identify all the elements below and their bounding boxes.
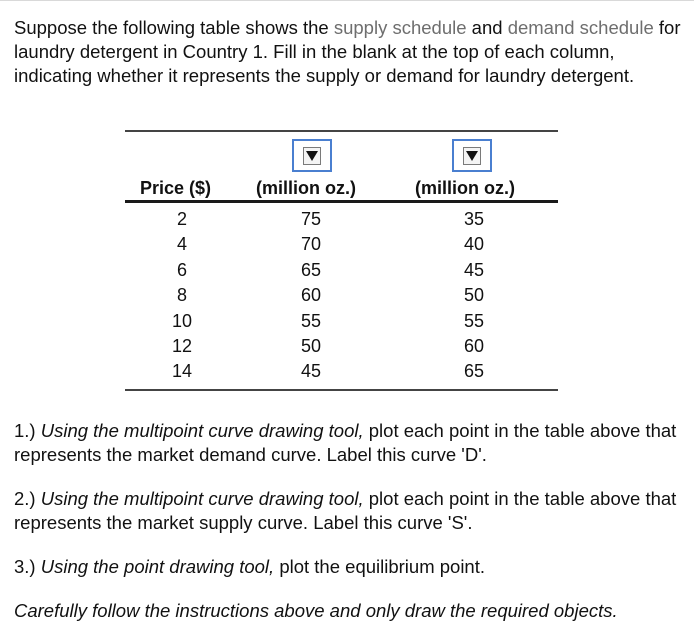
question-2-number: 2.)	[14, 488, 41, 509]
question-1-text: plot each point in the table above that represents the market demand curve. Label this curve 'D'.	[14, 420, 677, 465]
intro-text-1: Suppose the following table shows the	[14, 17, 334, 38]
column-2-dropdown[interactable]	[292, 139, 332, 172]
table-row	[125, 334, 558, 359]
column-3-cell: 60	[463, 335, 485, 356]
question-3	[14, 555, 684, 579]
column-2-cell: 55	[300, 310, 322, 331]
column-2-header: (million oz.)	[256, 178, 356, 198]
price-cell: 4	[176, 234, 187, 255]
demand-schedule-term: demand schedule	[507, 17, 654, 38]
price-cell: 10	[171, 310, 193, 331]
table-row	[125, 359, 558, 384]
question-2	[14, 487, 684, 535]
column-3-cell: 40	[463, 234, 485, 255]
question-3-tool: Using the point drawing tool,	[40, 556, 275, 577]
table-row	[125, 258, 558, 283]
column-3-dropdown-arrow[interactable]	[463, 147, 481, 165]
question-1-tool: Using the multipoint curve drawing tool,	[40, 420, 364, 441]
table-row	[125, 232, 558, 257]
question-2-text: plot each point in the table above that represents the market supply curve. Label this curve 'S'.	[14, 488, 677, 533]
triangle-down-icon	[306, 151, 318, 161]
column-2-cell: 70	[300, 234, 322, 255]
column-2-cell: 45	[300, 361, 322, 382]
question-3-number: 3.)	[14, 556, 41, 577]
price-cell: 2	[176, 209, 187, 229]
column-3-header: (million oz.)	[415, 178, 515, 198]
table-body	[125, 203, 558, 389]
column-3-cell: 65	[463, 361, 485, 382]
price-cell: 14	[171, 361, 193, 382]
table-row	[125, 283, 558, 308]
question-3-text: plot the equilibrium point.	[274, 556, 486, 577]
column-3-dropdown[interactable]	[452, 139, 492, 172]
dropdown-row	[125, 132, 558, 172]
column-3-cell: 35	[463, 209, 485, 229]
price-cell: 12	[171, 335, 193, 356]
column-2-cell: 50	[300, 335, 322, 356]
table-header-row	[125, 172, 558, 200]
table-row	[125, 207, 558, 232]
question-1-number: 1.)	[14, 420, 41, 441]
top-divider	[0, 0, 694, 1]
question-2-tool: Using the multipoint curve drawing tool,	[40, 488, 364, 509]
question-1	[14, 419, 684, 467]
column-2-dropdown-arrow[interactable]	[303, 147, 321, 165]
price-cell: 6	[176, 259, 187, 280]
closing-instruction-text: Carefully follow the instructions above and only draw the required objects.	[14, 600, 618, 621]
table-row	[125, 309, 558, 334]
column-3-cell: 45	[463, 259, 485, 280]
column-2-cell: 60	[300, 285, 322, 306]
schedule-table	[125, 130, 558, 391]
column-2-cell: 65	[300, 259, 322, 280]
column-3-cell: 55	[463, 310, 485, 331]
intro-text-2: and	[466, 17, 508, 38]
supply-schedule-term: supply schedule	[333, 17, 467, 38]
price-header: Price ($)	[140, 178, 212, 198]
instructions	[14, 419, 684, 643]
price-cell: 8	[176, 285, 187, 306]
column-3-cell: 50	[463, 285, 485, 306]
column-2-cell: 75	[300, 209, 322, 229]
table-bottom-rule	[125, 389, 558, 391]
intro-text-3: for laundry detergent in Country 1. Fill in the blank at the top of each column, indicating whether it represents the supply or demand for laundry detergent.	[14, 17, 681, 86]
intro-paragraph	[14, 16, 684, 88]
closing-instruction	[14, 599, 684, 623]
triangle-down-icon	[466, 151, 478, 161]
